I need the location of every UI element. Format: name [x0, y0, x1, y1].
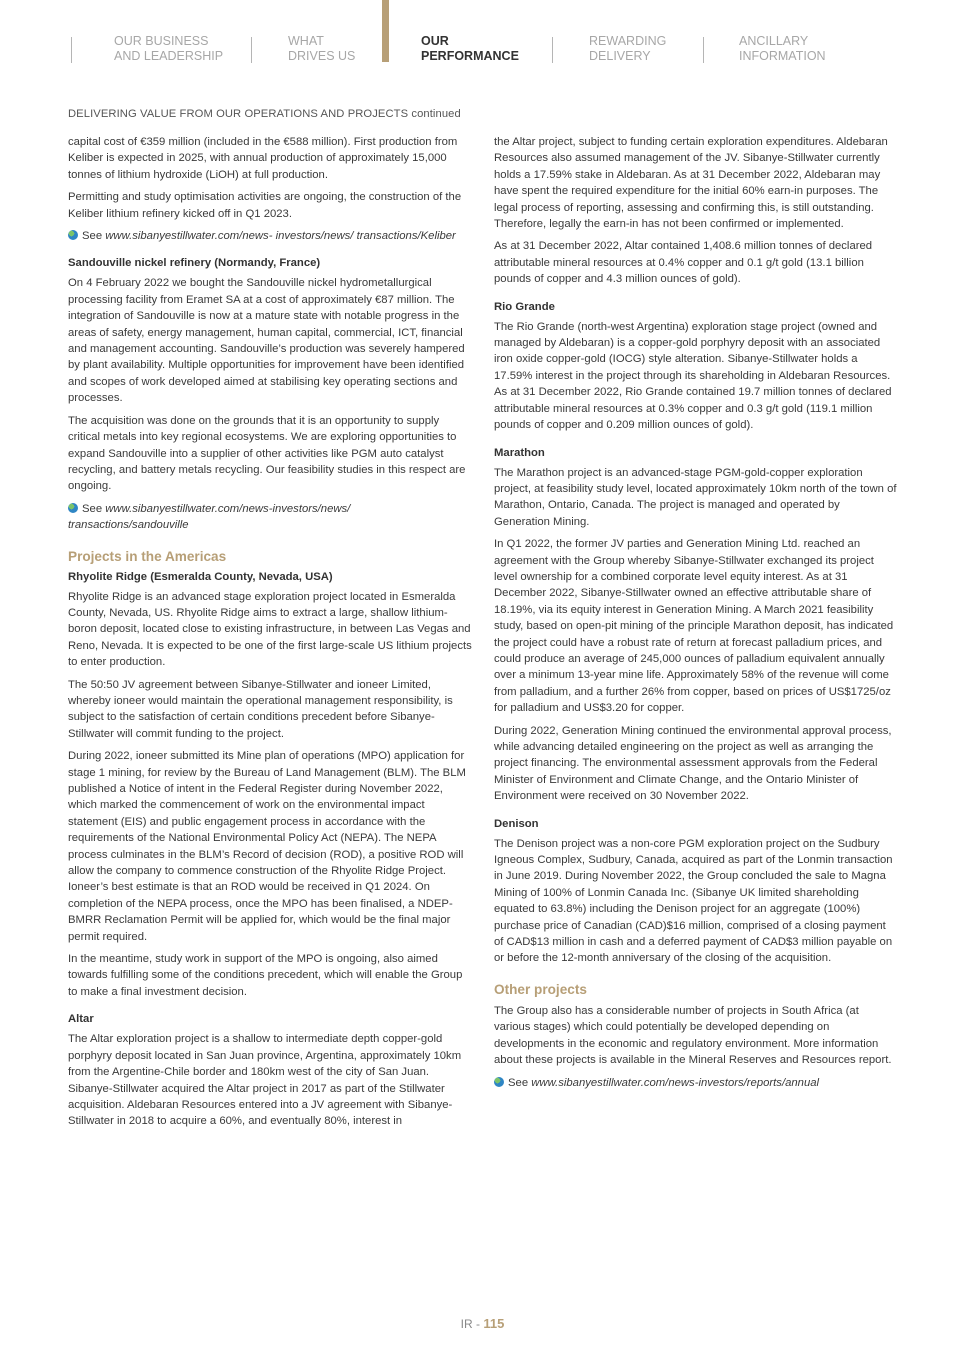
globe-icon — [494, 1077, 504, 1087]
page-footer — [0, 1316, 965, 1331]
nav-separator — [251, 37, 252, 63]
nav-label-line2: DRIVES US — [288, 49, 356, 63]
nav-item-our-business[interactable] — [114, 34, 223, 64]
see-prefix: See — [82, 230, 103, 243]
nav-label-line1: OUR — [421, 34, 449, 48]
nav-label-line1: OUR BUSINESS — [114, 34, 209, 48]
nav-separator — [71, 37, 72, 63]
keliber-link[interactable]: www.sibanyestillwater.com/news- investors/news/ transactions/Keliber — [105, 230, 456, 243]
heading-projects-americas: Projects in the Americas — [68, 548, 227, 564]
paragraph: As at 31 December 2022, Altar contained 1,408.6 million tonnes of declared attributable mineral resources at 0.4% copper and 0.1 g/t gold (13.1 billion pounds of copper and 4.3 million ounces of gold). — [494, 240, 873, 286]
see-prefix: See — [82, 502, 103, 515]
paragraph: the Altar project, subject to funding certain exploration expenditures. Aldebaran Resources also assumed management of the JV. Sibanye-Stillwater currently holds a 17.59% stake in Aldebaran. As at 31 December 2022, Aldebaran may have spent the required expenditure for the initial 60% earn-in purposes. The legal process of reporting, assessing and confirming this, is still outstanding. Therefore, legally the earn-in has not been confirmed or implemented. — [494, 136, 888, 231]
nav-item-our-performance[interactable] — [421, 34, 519, 64]
heading-sandouville: Sandouville nickel refinery (Normandy, France) — [68, 257, 321, 270]
see-reference — [68, 228, 472, 244]
paragraph: During 2022, ioneer submitted its Mine plan of operations (MPO) application for stage 1 mining, for review by the Bureau of Land Management (BLM). The BLM published a Notice of intent in the Federal Register during November 2022, which marked the commencement of work on the environmental impact statement (EIS) and public engagement process in accordance with the requirements of the National Environmental Policy Act (NEPA). The NEPA process culminates in the BLM’s Record of decision (ROD), a positive ROD will allow the company to commence construction of the Rhyolite Ridge Project. Ioneer’s best estimate is that an ROD would be received in Q1 2024. On completion of the NEPA process, once the MPO has been finalised, a NDEP-BMRR Reclamation Permit will be applied for, which would be the final major permit required. — [68, 750, 466, 943]
annual-reports-link[interactable]: www.sibanyestillwater.com/news-investors/reports/annual — [531, 1076, 820, 1089]
footer-prefix: IR - — [460, 1317, 484, 1331]
paragraph: capital cost of €359 million (included in the €588 million). First production from Keliber is expected in 2025, with annual production of approximately 15,000 tonnes of lithium hydroxide (LiOH) at full production. — [68, 136, 458, 181]
nav-label-line1: ANCILLARY — [739, 34, 809, 48]
nav-item-what-drives-us[interactable] — [288, 34, 355, 64]
paragraph: The Rio Grande (north-west Argentina) exploration stage project (owned and managed by Aldebaran) is a copper-gold porphyry deposit with an associated iron oxide copper-gold (IOCG) style alteration. Sibanye-Stillwater holds a 17.59% interest in the project through its shareholding in Aldebaran Resources. As at 31 December 2022, Rio Grande contained 19.7 million tonnes of declared attributable mineral resources at 0.3% copper and 0.3 g/t gold (119.1 million pounds of copper and 0.209 million ounces of gold). — [494, 320, 892, 432]
heading-rio-grande: Rio Grande — [494, 300, 555, 313]
paragraph: On 4 February 2022 we bought the Sandouville nickel hydrometallurgical processing facility from Eramet SA at a cost of approximately €87 million. The integration of Sandouville is now at a mature state with notable progress in the areas of safety, energy management, human capital, commercial, ICT, financial and management accounting. Sandouville’s production was severely hampered by plant availability. Multiple opportunities for improvement have been identified and scopes of work developed aimed at stabilising key operating sections and processes. — [68, 277, 465, 405]
nav-label-line1: REWARDING — [589, 34, 667, 48]
nav-label-line2: PERFORMANCE — [421, 49, 519, 63]
heading-marathon: Marathon — [494, 446, 545, 459]
paragraph: Permitting and study optimisation activities are ongoing, the construction of the Keliber lithium refinery kicked off in Q1 2023. — [68, 191, 462, 220]
top-navigation — [0, 0, 965, 80]
nav-label-line2: INFORMATION — [739, 49, 826, 63]
paragraph: Rhyolite Ridge is an advanced stage exploration project located in Esmeralda County, Nevada, US. Rhyolite Ridge aims to extract a large, shallow lithium-boron deposit, located close to existing infrastructure, in between Las Vegas and Reno, Nevada. It is expected to be one of the first large-scale US lithium projects to enter production. — [68, 590, 472, 669]
globe-icon — [68, 503, 78, 513]
heading-altar: Altar — [68, 1013, 94, 1026]
paragraph: The Marathon project is an advanced-stage PGM-gold-copper exploration project, at feasibility study level, located approximately 10km north of the town of Marathon, Ontario, Canada. The project is managed and operated by Generation Mining. — [494, 466, 897, 528]
paragraph: The 50:50 JV agreement between Sibanye-Stillwater and ioneer Limited, whereby ioneer would maintain the operational management responsibility, is subject to the satisfaction of certain conditions precedent before Sibanye-Stillwater will commit funding to the project. — [68, 678, 453, 740]
nav-separator — [552, 37, 553, 63]
heading-other-projects: Other projects — [494, 981, 587, 997]
see-reference — [68, 501, 472, 534]
paragraph: The Denison project was a non-core PGM exploration project on the Sudbury Igneous Complex, Sudbury, Canada, acquired as part of the Lonmin transaction in June 2019. During November 2022, the Group concluded the sale to Magna Mining of 100% of Lonmin Canada Inc. (Sibanye UK limited shareholding equated to 63.8%) including the Denison project for an aggregate (100%) purchase price of Canadian (CAD)$16 million, comprised of a closing payment of CAD$13 million in cash and a deferred payment of CAD$3 million payable on or before the 12-month anniversary of the closing of the acquisition. — [494, 837, 893, 965]
nav-item-ancillary-information[interactable] — [739, 34, 826, 64]
nav-label-line2: AND LEADERSHIP — [114, 49, 224, 63]
sandouville-link[interactable]: www.sibanyestillwater.com/news-investors/news/ transactions/sandouville — [68, 502, 351, 532]
nav-item-rewarding-delivery[interactable] — [589, 34, 666, 64]
see-prefix: See — [508, 1076, 529, 1089]
right-column — [494, 134, 898, 1097]
nav-label-line1: WHAT — [288, 34, 324, 48]
heading-rhyolite-ridge: Rhyolite Ridge (Esmeralda County, Nevada, USA) — [68, 570, 333, 583]
paragraph: During 2022, Generation Mining continued the environmental approval process, while advancing detailed engineering on the project as well as arranging the project financing. The environmental assessment approvals from the Federal Minister of Environment and Climate Change, and the Ontario Minister of Environment were received on 30 November 2022. — [494, 724, 892, 803]
paragraph: In Q1 2022, the former JV parties and Generation Mining Ltd. reached an agreement with the Group whereby Sibanye-Stillwater exchanged its project level ownership for a combined corporate level equity interest. As at 31 December 2022, Sibanye-Stillwater owned an effective attributable share of 18.19%, via its equity interest in Generation Mining. A March 2021 feasibility study, based on open-pit mining of the principle Marathon deposit, has indicated the project could have a robust rate of return at forecast palladium prices, and could produce an average of 245,000 ounces of palladium equivalent annually over a minimum 13-year mine life. Approximately 58% of the revenue will come from palladium, and a further 26% from copper, based on prices of US$1725/oz for palladium and US$3.20 for copper. — [494, 538, 894, 715]
nav-separator — [703, 37, 704, 63]
paragraph: In the meantime, study work in support of the MPO is ongoing, also aimed towards fulfilling some of the conditions precedent, which will enable the Group to make a final investment decision. — [68, 953, 463, 998]
paragraph: The Group also has a considerable number of projects in South Africa (at various stages) which could potentially be developed depending on developments in the economic and regulatory environment. More information about these projects is available in the Mineral Reserves and Resources report. — [494, 1004, 892, 1067]
globe-icon — [68, 230, 78, 240]
nav-label-line2: DELIVERY — [589, 49, 651, 63]
left-column — [68, 134, 472, 1136]
running-head: DELIVERING VALUE FROM OUR OPERATIONS AND PROJECTS continued — [68, 108, 461, 120]
paragraph: The Altar exploration project is a shallow to intermediate depth copper-gold porphyry deposit located in San Juan province, Argentina, approximately 10km from the Argentine-Chile border and 180km west of the city of San Juan. Sibanye-Stillwater acquired the Altar project in 2017 as part of the Stillwater acquisition. Aldebaran Resources entered into a JV agreement with Sibanye-Stillwater in 2018 to acquire a 60%, and eventually 80%, interest in — [68, 1033, 462, 1128]
page-number: 115 — [483, 1316, 505, 1331]
heading-denison: Denison — [494, 817, 539, 830]
paragraph: The acquisition was done on the grounds that it is an opportunity to supply critical metals into key regional ecosystems. We are exploring opportunities to expand Sandouville into a supplier of other activities like PGM auto catalyst recycling, and battery metals recycling. Our feasibility studies in this respect are ongoing. — [68, 414, 466, 493]
see-reference — [494, 1075, 898, 1091]
active-section-marker — [382, 0, 389, 62]
